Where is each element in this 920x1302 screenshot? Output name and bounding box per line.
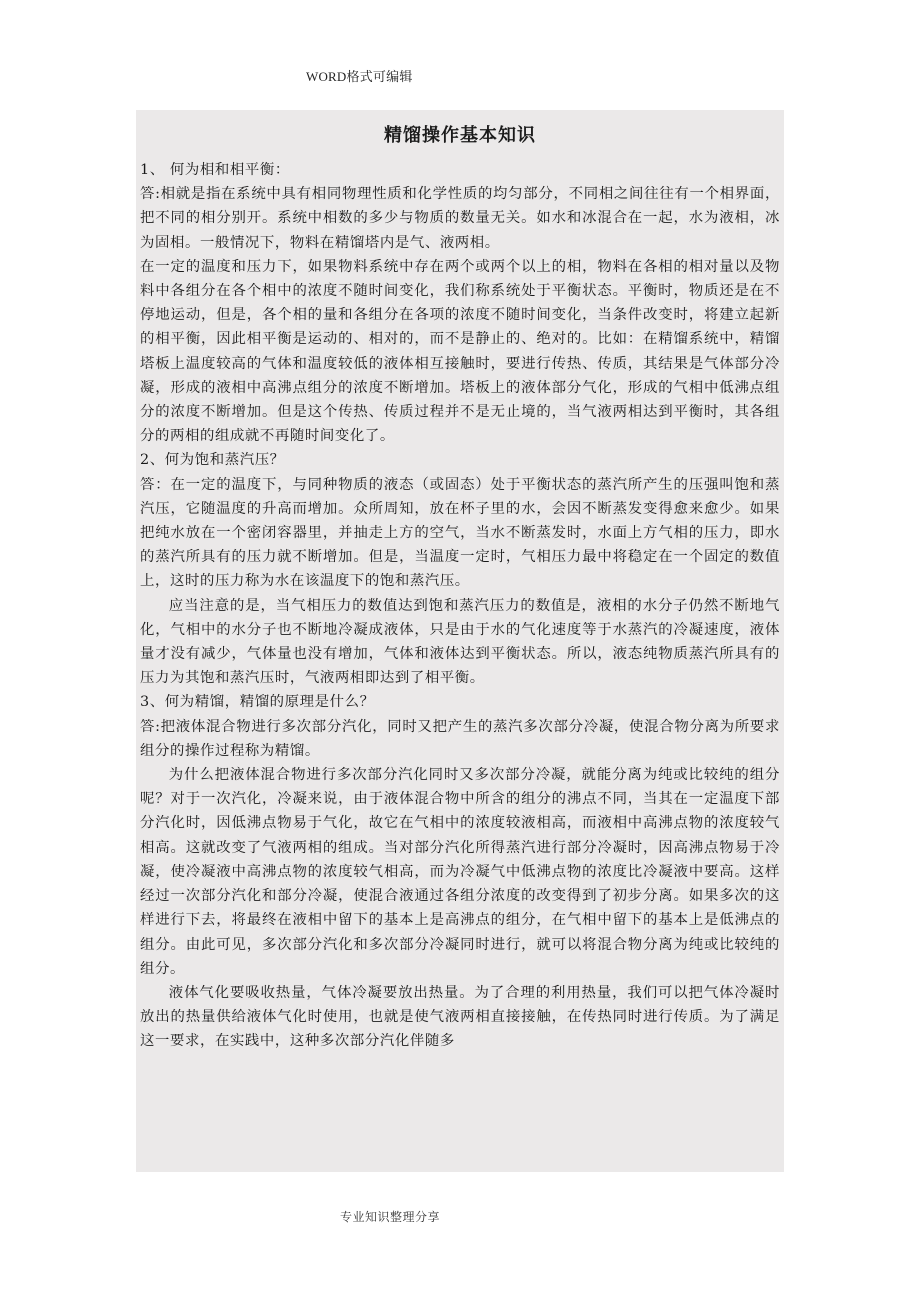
page-header: WORD格式可编辑 bbox=[306, 69, 413, 84]
document-title: 精馏操作基本知识 bbox=[384, 125, 536, 146]
paragraph-q1-answer: 答:相就是指在系统中具有相同物理性质和化学性质的均匀部分，不同相之间往往有一个相界面，把不同的相分别开。系统中相数的多少与物质的数量无关。如水和冰混合在一起，水为液相，冰为固相。一般情况下，物料在精馏塔内是气、液两相。 bbox=[140, 186, 780, 251]
paragraph-q3-heading: 3、何为精馏，精馏的原理是什么？ bbox=[140, 694, 375, 711]
paragraph-q2-note: 应当注意的是，当气相压力的数值达到饱和蒸汽压力的数值是，液相的水分子仍然不断地气化，气相中的水分子也不断地冷凝成液体，只是由于水的气化速度等于水蒸汽的冷凝速度，液体量才没有减少，气体量也没有增加，气体和液体达到平衡状态。所以，液态纯物质蒸汽所具有的压力为其饱和蒸汽压时，气液两相即达到了相平衡。 bbox=[140, 597, 780, 687]
paragraph-q1-detail: 在一定的温度和压力下，如果物料系统中存在两个或两个以上的相，物料在各相的相对量以及物料中各组分在各个相中的浓度不随时间变化，我们称系统处于平衡状态。平衡时，物质还是在不停地运动，但是，各个相的量和各组分在各项的浓度不随时间变化，当条件改变时，将建立起新的相平衡，因此相平衡是运动的、相对的，而不是静止的、绝对的。比如：在精馏系统中，精馏塔板上温度较高的气体和温度较低的液体相互接触时，要进行传热、传质，其结果是气体部分冷凝，形成的液相中高沸点组分的浓度不断增加。塔板上的液体部分气化，形成的气相中低沸点组分的浓度不断增加。但是这个传热、传质过程并不是无止境的，当气液两相达到平衡时，其各组分的两相的组成就不再随时间变化了。 bbox=[140, 258, 780, 445]
document-content bbox=[136, 110, 784, 1172]
paragraph-q3-heat: 液体气化要吸收热量，气体冷凝要放出热量。为了合理的利用热量，我们可以把气体冷凝时放出的热量供给液体气化时使用，也就是使气液两相直接接触，在传热同时进行传质。为了满足这一要求，在实践中，这种多次部分汽化伴随多 bbox=[140, 984, 780, 1050]
paragraph-q2-heading: 2、何为饱和蒸汽压？ bbox=[140, 452, 285, 469]
paragraph-q1-heading: 1、 何为相和相平衡： bbox=[140, 162, 290, 178]
page-footer: 专业知识整理分享 bbox=[340, 1210, 441, 1224]
paragraph-q2-answer: 答：在一定的温度下，与同种物质的液态（或固态）处于平衡状态的蒸汽所产生的压强叫饱和蒸汽压，它随温度的升高而增加。众所周知，放在杯子里的水，会因不断蒸发变得愈来愈少。如果把纯水放在一个密闭容器里，并抽走上方的空气，当水不断蒸发时，水面上方气相的压力，即水的蒸汽所具有的压力就不断增加。但是，当温度一定时，气相压力最中将稳定在一个固定的数值上，这时的压力称为水在该温度下的饱和蒸汽压。 bbox=[140, 476, 780, 590]
document-body bbox=[136, 158, 784, 1054]
paragraph-q3-answer: 答:把液体混合物进行多次部分汽化，同时又把产生的蒸汽多次部分冷凝，使混合物分离为所要求组分的操作过程称为精馏。 bbox=[140, 718, 780, 759]
paragraph-q3-principle: 为什么把液体混合物进行多次部分汽化同时又多次部分冷凝，就能分离为纯或比较纯的组分呢？对于一次汽化，冷凝来说，由于液体混合物中所含的组分的沸点不同，当其在一定温度下部分汽化时，因低沸点物易于气化，故它在气相中的浓度较液相高，而液相中高沸点物的浓度较气相高。这就改变了气液两相的组成。当对部分汽化所得蒸汽进行部分冷凝时，因高沸点物易于冷凝，使冷凝液中高沸点物的浓度较气相高，而为冷凝气中低沸点物的浓度比冷凝液中要高。这样经过一次部分汽化和部分冷凝，使混合液通过各组分浓度的改变得到了初步分离。如果多次的这样进行下去，将最终在液相中留下的基本上是高沸点的组分，在气相中留下的基本上是低沸点的组分。由此可见，多次部分汽化和多次部分冷凝同时进行，就可以将混合物分离为纯或比较纯的组分。 bbox=[140, 767, 780, 977]
